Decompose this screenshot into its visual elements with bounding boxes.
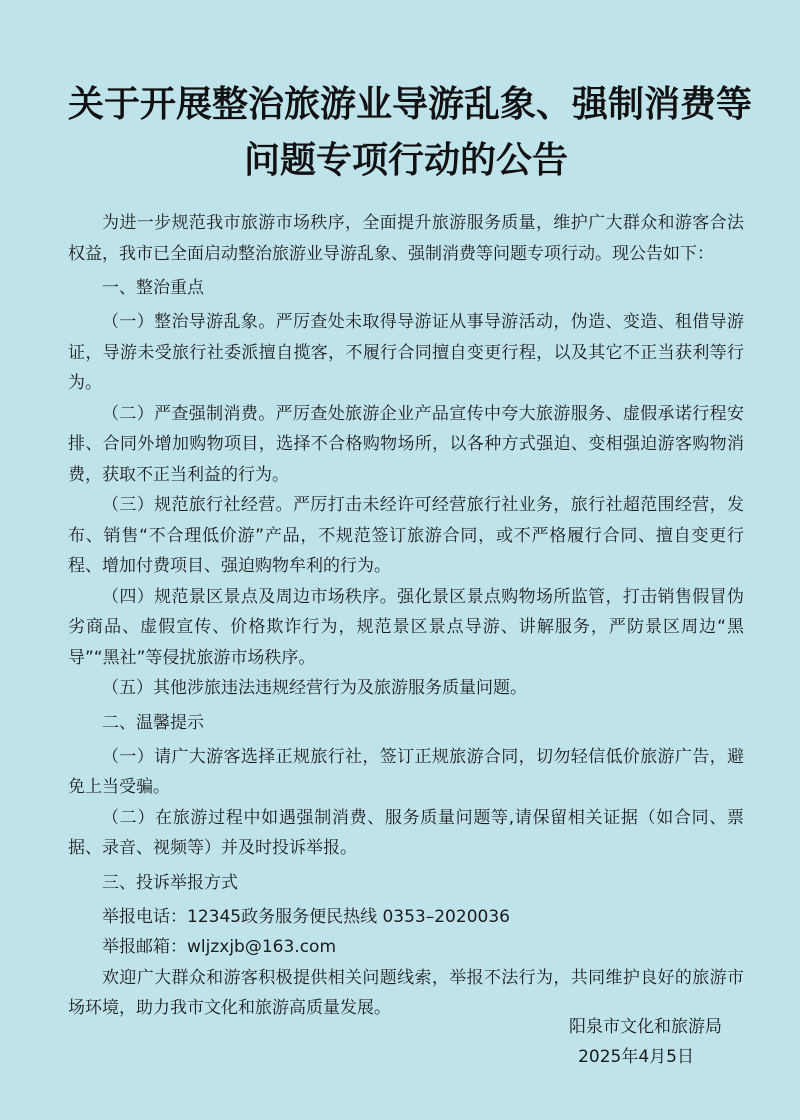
signature-org: 阳泉市文化和旅游局 xyxy=(569,1017,722,1037)
focus-item-3: （三）规范旅行社经营。严厉打击未经许可经营旅行社业务，旅行社超范围经营，发布、销售“不合理低价游”产品，不规范签订旅游合同，或不严格履行合同、擅自变更行程、增加付费项目、强迫购物牟利的行为。 xyxy=(68,495,744,576)
section-heading-report: 三、投诉举报方式 xyxy=(102,872,238,893)
title-line-1: 关于开展整治旅游业导游乱象、强制消费等 xyxy=(68,83,753,125)
intro-paragraph: 为进一步规范我市旅游市场秩序，全面提升旅游服务质量，维护广大群众和游客合法权益，我市已全面启动整治旅游业导游乱象、强制消费等问题专项行动。现公告如下： xyxy=(68,213,744,264)
notice-body xyxy=(68,208,744,1024)
section-heading-tips: 二、温馨提示 xyxy=(102,712,204,733)
section-heading-focus: 一、整治重点 xyxy=(102,278,204,298)
focus-item-2: （二）严查强制消费。严厉查处旅游企业产品宣传中夸大旅游服务、虚假承诺行程安排、合同外增加购物项目，选择不合格购物场所，以各种方式强迫、变相强迫游客购物消费，获取不正当利益的行为。 xyxy=(68,403,744,485)
closing-paragraph: 欢迎广大群众和游客积极提供相关问题线索，举报不法行为，共同维护良好的旅游市场环境，助力我市文化和旅游高质量发展。 xyxy=(68,967,744,1018)
tip-item-2: （二）在旅游过程中如遇强制消费、服务质量问题等,请保留相关证据（如合同、票据、录音、视频等）并及时投诉举报。 xyxy=(68,807,744,858)
page-title xyxy=(68,0,753,188)
focus-item-4: （四）规范景区景点及周边市场秩序。强化景区景点购物场所监管，打击销售假冒伪劣商品、虚假宣传、价格欺诈行为，规范景区景点导游、讲解服务，严防景区周边“黑导”“黑社”等侵扰旅游市场秩序。 xyxy=(68,586,744,668)
report-email: 举报邮箱：wljzxjb@163.com xyxy=(102,937,337,957)
focus-item-5: （五）其他涉旅违法违规经营行为及旅游服务质量问题。 xyxy=(102,678,527,698)
report-phone: 举报电话：12345政务服务便民热线 0353–2020036 xyxy=(102,906,510,927)
signature-date: 2025年4月5日 xyxy=(578,1047,694,1067)
tip-item-1: （一）请广大游客选择正规旅行社，签订正规旅游合同，切勿轻信低价旅游广告，避免上当受骗。 xyxy=(68,746,744,797)
title-line-2: 问题专项行动的公告 xyxy=(243,139,568,181)
focus-item-1: （一）整治导游乱象。严厉查处未取得导游证从事导游活动，伪造、变造、租借导游证，导游未受旅行社委派擅自揽客，不履行合同擅自变更行程，以及其它不正当获利等行为。 xyxy=(68,312,744,393)
